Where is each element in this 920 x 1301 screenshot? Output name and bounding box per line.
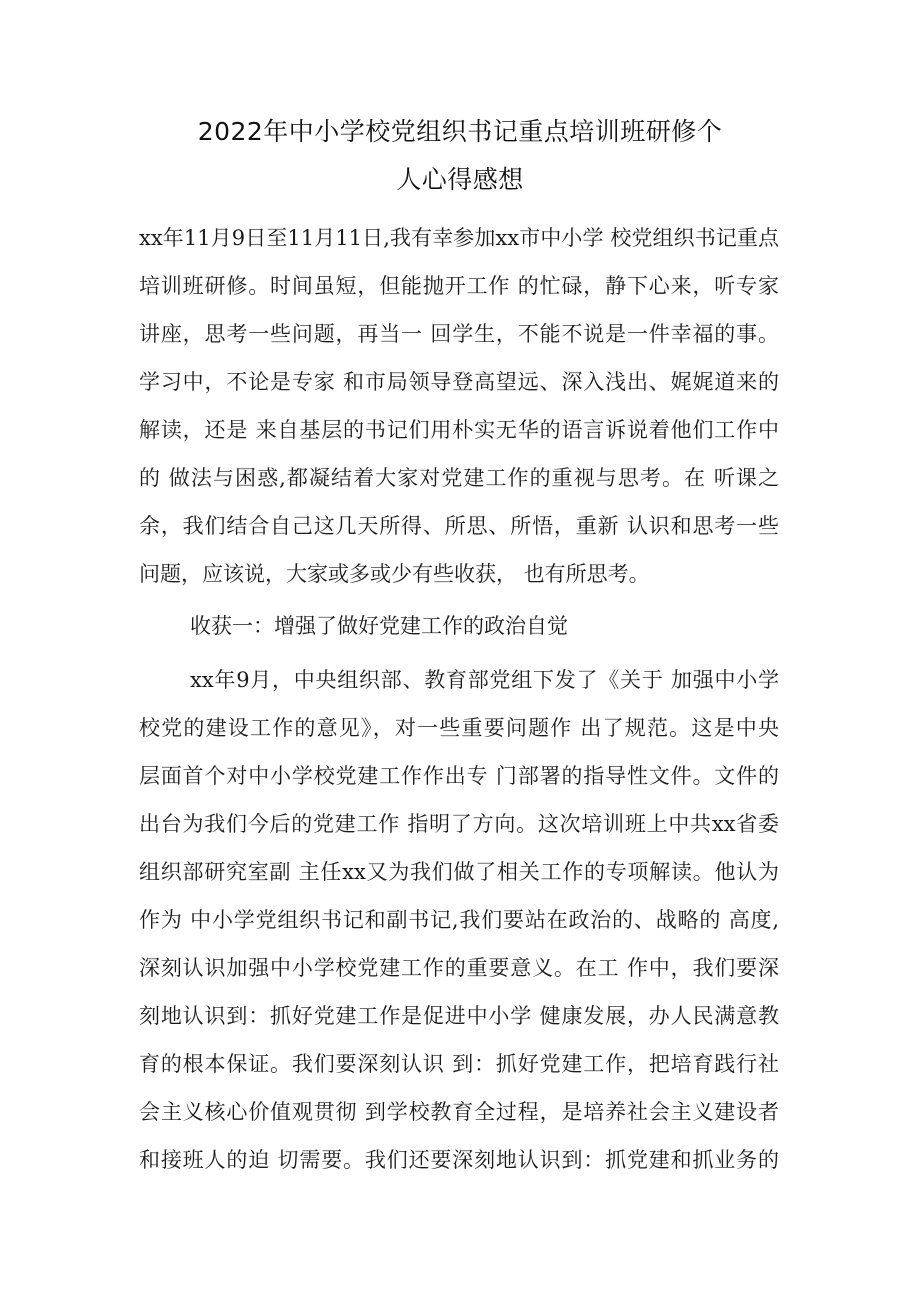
paragraph-line: 余，我们结合自己这几天所得、所思、所悟，重新 认识和思考一些 (139, 514, 779, 538)
paragraph-line: 学习中，不论是专家 和市局领导登高望远、深入浅出、娓娓道来的 (139, 370, 779, 394)
paragraph-line: 解读，还是 来自基层的书记们用朴实无华的语言诉说着他们工作中 (139, 418, 779, 442)
section-heading: 收获一：增强了做好党建工作的政治自觉 (190, 614, 568, 638)
paragraph-line: 深刻认识加强中小学校党建工作的重要意义。在工 作中，我们要深 (139, 956, 779, 980)
paragraph-line: 讲座，思考一些问题，再当一 回学生，不能不说是一件幸福的事。 (139, 322, 779, 346)
paragraph-line: xx年9月，中央组织部、教育部党组下发了《关于 加强中小学 (190, 668, 779, 692)
paragraph-line: 校党的建设工作的意见》，对一些重要问题作 出了规范。这是中央 (139, 716, 779, 740)
paragraph-line: 培训班研修。时间虽短，但能抛开工作 的忙碌，静下心来，听专家 (139, 274, 779, 298)
paragraph-line: 的 做法与困惑,都凝结着大家对党建工作的重视与思考。在 听课之 (139, 466, 779, 490)
document-title-line-2: 人心得感想 (396, 165, 524, 194)
paragraph-line: 刻地认识到：抓好党建工作是促进中小学 健康发展，办人民满意教 (139, 1004, 779, 1028)
paragraph-line: 组织部研究室副 主任xx又为我们做了相关工作的专项解读。他认为 (139, 860, 779, 884)
paragraph-line: 育的根本保证。我们要深刻认识 到：抓好党建工作，把培育践行社 (139, 1052, 779, 1076)
paragraph-line: 问题，应该说，大家或多或少有些收获， 也有所思考。 (139, 562, 650, 586)
paragraph-line: 出台为我们今后的党建工作 指明了方向。这次培训班上中共xx省委 (139, 812, 779, 836)
paragraph-line: 层面首个对中小学校党建工作作出专 门部署的指导性文件。文件的 (139, 764, 779, 788)
paragraph-line: 会主义核心价值观贯彻 到学校教育全过程，是培养社会主义建设者 (139, 1100, 779, 1124)
document-title-line-1: 2022年中小学校党组织书记重点培训班研修个 (197, 117, 723, 146)
paragraph-line: 和接班人的迫 切需要。我们还要深刻地认识到：抓党建和抓业务的 (139, 1148, 779, 1172)
paragraph-line: 作为 中小学党组织书记和副书记,我们要站在政治的、战略的 高度, (139, 908, 779, 932)
paragraph-line: xx年11月9日至11月11日,我有幸参加xx市中小学 校党组织书记重点 (139, 226, 779, 250)
